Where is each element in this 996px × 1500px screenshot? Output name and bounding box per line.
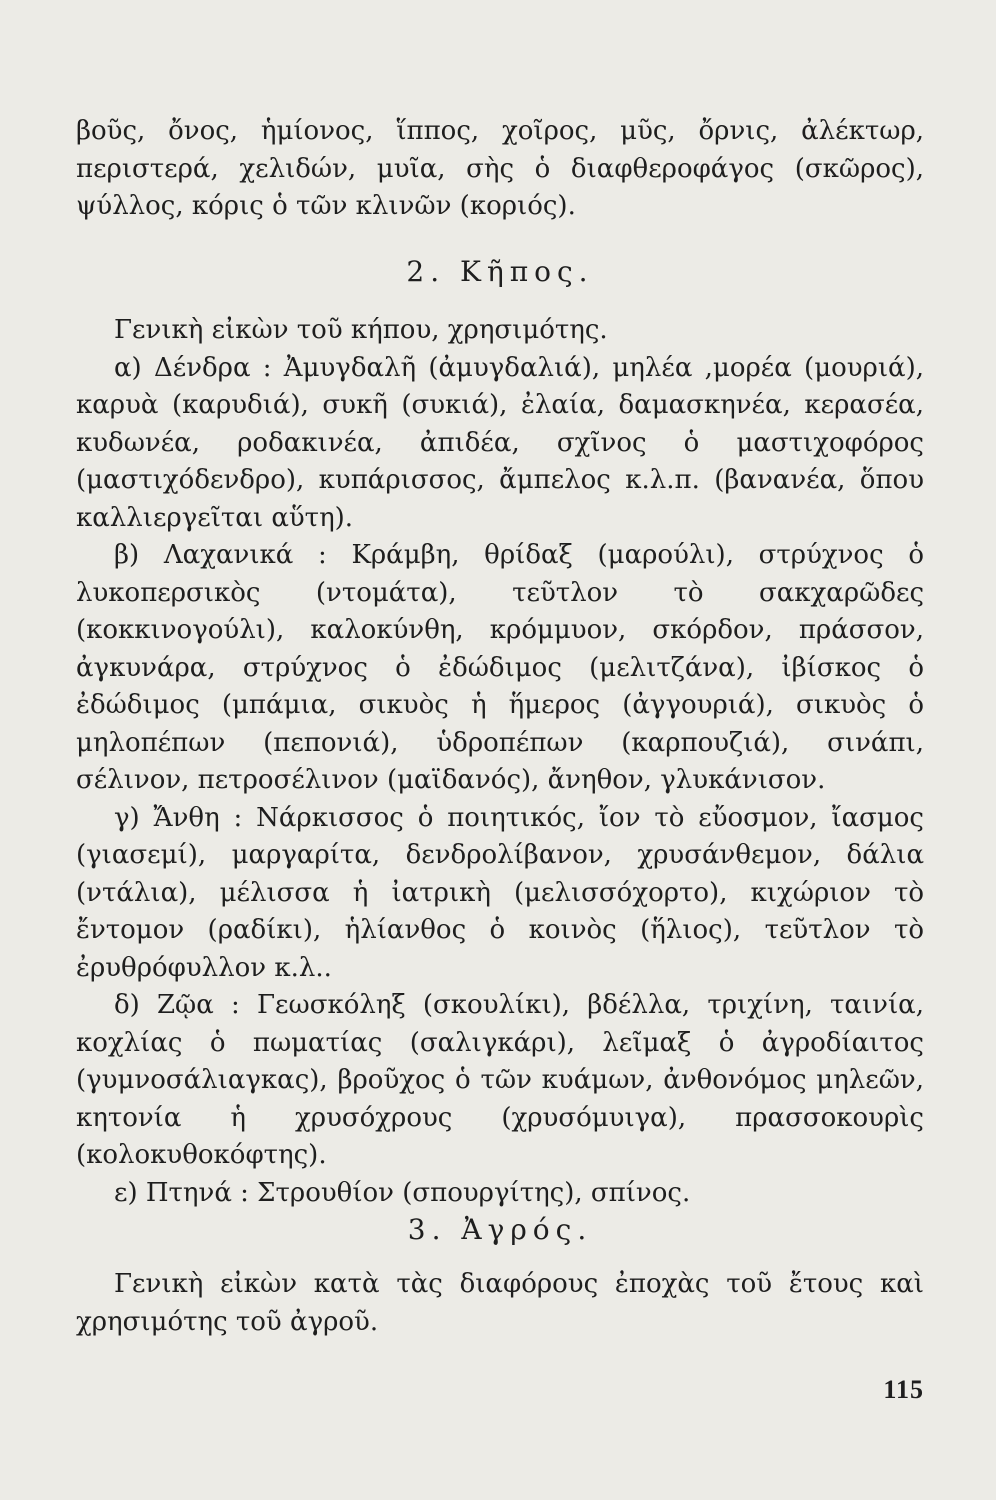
list-item-birds: ε) Πτηνά : Στρουθίον (σπουργίτης), σπίνος. bbox=[114, 1177, 691, 1208]
list-item-flowers: γ) Ἄνθη : Νάρκισσος ὁ ποιητικός, ἴον τὸ εὔοσμον, ἴασμος (γιασεμί), μαργαρίτα, δενδρολίβανον, χρυσάνθεμον, δάλια (ντάλια), μέλισσα ἡ ἰατρικὴ (μελισσόχορτο), κιχώριον τὸ ἔντομον (ραδίκι), ἡλίανθος ὁ κοινὸς (ἥλιος), τεῦτλον τὸ ἐρυθρόφυλλον κ.λ.. bbox=[76, 802, 924, 983]
list-item-vegetables: β) Λαχανικά : Κράμβη, θρίδαξ (μαρούλι), στρύχνος ὁ λυκοπερσικὸς (ντομάτα), τεῦτλον τὸ σακχαρῶδες (κοκκινογούλι), καλοκύνθη, κρόμμυον, σκόρδον, πράσσον, ἀγκυνάρα, στρύχνος ὁ ἐδώδιμος (μελιτζάνα), ἰβίσκος ὁ ἐδώδιμος (μπάμια, σικυὸς ἡ ἥμερος (ἀγγουριά), σικυὸς ὁ μηλοπέπων (πεπονιά), ὑδροπέπων (καρπουζιά), σινάπι, σέλινον, πετροσέλινον (μαϊδανός), ἄνηθον, γλυκάνισον. bbox=[76, 540, 924, 795]
page-number: 115 bbox=[883, 1375, 924, 1404]
paragraph: βοῦς, ὄνος, ἡμίονος, ἵππος, χοῖρος, μῦς, ὄρνις, ἀλέκτωρ, περιστερά, χελιδών, μυῖα, σὴς ὁ διαφθεροφάγος (σκῶρος), ψύλλος, κόρις ὁ τῶν κλινῶν (κοριός). bbox=[76, 116, 924, 221]
section-intro: Γενικὴ εἰκὼν κατὰ τὰς διαφόρους ἐποχὰς τοῦ ἔτους καὶ χρησιμότης τοῦ ἀγροῦ. bbox=[76, 1269, 924, 1337]
list-item-animals: δ) Ζῷα : Γεωσκόληξ (σκουλίκι), βδέλλα, τριχίνη, ταινία, κοχλίας ὁ πωματίας (σαλιγκάρι), λεῖμαξ ὁ ἀγροδίαιτος (γυμνοσάλιαγκας), βροῦχος ὁ τῶν κυάμων, ἀνθονόμος μηλεῶν, κητονία ἡ χρυσόχρους (χρυσόμυιγα), πρασσοκουρὶς (κολοκυθοκόφτης). bbox=[76, 990, 924, 1170]
section-heading-field: 3. Ἀγρός. bbox=[407, 1213, 593, 1246]
list-item-trees: α) Δένδρα : Ἀμυγδαλῆ (ἀμυγδαλιά), μηλέα ,μορέα (μουριά), καρυὰ (καρυδιά), συκῆ (συκιά), ἐλαία, δαμασκηνέα, κερασέα, κυδωνέα, ροδακινέα, ἀπιδέα, σχῖνος ὁ μαστιχοφόρος (μαστιχόδενδρο), κυπάρισσος, ἄμπελος κ.λ.π. (βανανέα, ὅπου καλλιεργεῖται αὕτη). bbox=[76, 352, 924, 533]
garden-section-body bbox=[76, 312, 924, 1212]
field-section-body bbox=[76, 1266, 924, 1341]
animals-list-continuation bbox=[76, 113, 924, 226]
section-intro: Γενικὴ εἰκὼν τοῦ κήπου, χρησιμότης. bbox=[114, 315, 608, 345]
section-heading-garden: 2. Κῆπος. bbox=[406, 255, 594, 288]
